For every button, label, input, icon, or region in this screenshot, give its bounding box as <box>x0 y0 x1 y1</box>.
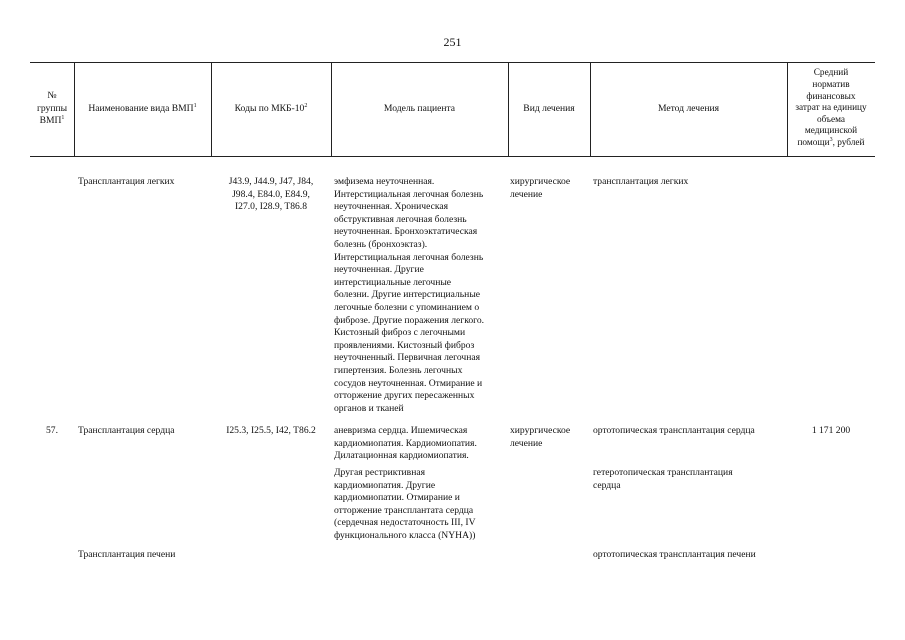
row-heart-treatment-method: ортотопическая трансплантация сердца <box>593 425 755 436</box>
row-lung-treatment-method: трансплантация легких <box>593 176 689 187</box>
row-heart-codes: I25.3, I25.5, I42, T86.2 <box>226 425 316 436</box>
header-treatment-method <box>590 62 787 156</box>
footnote-mark: 1 <box>61 115 65 122</box>
row-heart-patient-model: аневризма сердца. Ишемическая кардиомиопатия. Кардиомиопатия. Дилатационная кардиомиопатия. <box>334 425 477 462</box>
header-treatment-method-text: Метод лечения <box>657 102 720 114</box>
footnote-mark: 1 <box>193 102 197 109</box>
row-heart-patient-model-continued: Другая рестриктивная кардиомиопатия. Другие кардиомиопатии. Отмирание и отторжение трансплантата сердца (сердечная недостаточность III, IV функционального класса (NYHA)) <box>334 467 476 541</box>
header-icd-codes <box>211 62 331 156</box>
row-liver-treatment-method: ортотопическая трансплантация печени <box>593 549 756 560</box>
row-lung-treatment-type: хирургическое лечение <box>510 176 571 200</box>
header-average-cost <box>787 62 875 156</box>
header-bottom-rule <box>30 156 875 157</box>
header-patient-model <box>331 62 508 156</box>
row-lung-name: Трансплантация легких <box>78 176 175 187</box>
row-lung-codes: J43.9, J44.9, J47, J84, J98.4, E84.0, E84.9, I27.0, I28.9, T86.8 <box>228 176 314 213</box>
header-vmp-name-text: Наименование вида ВМП <box>88 102 194 114</box>
footnote-mark: 2 <box>304 102 308 109</box>
footnote-mark: 3 <box>829 136 833 143</box>
row-heart-average-cost: 1 171 200 <box>811 425 851 436</box>
row-liver-name: Трансплантация печени <box>78 549 176 560</box>
header-average-cost-text: Средний норматив финансовых затрат на единицу объема медицинской помощи <box>795 68 867 148</box>
header-vmp-name <box>74 62 211 156</box>
header-group-number <box>30 62 74 156</box>
row-heart-name: Трансплантация сердца <box>78 425 175 436</box>
header-average-cost-unit: , рублей <box>832 137 865 148</box>
header-treatment-type-text: Вид лечения <box>523 102 575 114</box>
row-lung-patient-model: эмфизема неуточненная. Интерстициальная легочная болезнь неуточненная. Хроническая обструктивная легочная болезнь неуточненная. Бронхоэктатическая болезнь (бронхоэктаз). Интерстициальная легочная болезнь неуточненная. Другие интерстициальные легочные болезни. Другие интерстициальные легочные болезни с упоминанием о фиброзе. Другие поражения легкого. Кистозный фиброз с легочными проявлениями. Кистозный фиброз неуточненный. Первичная легочная гипертензия. Болезнь легочных сосудов неуточненная. Отмирание и отторжение других пересаженных органов и тканей <box>334 176 485 414</box>
row-heart-treatment-method-heterotopic: гетеротопическая трансплантация сердца <box>593 467 733 491</box>
header-patient-model-text: Модель пациента <box>383 102 456 114</box>
row-heart-group-number: 57. <box>46 425 58 436</box>
page-number: 251 <box>443 35 462 49</box>
header-icd-codes-text: Коды по МКБ-10 <box>234 102 305 114</box>
header-group-number-text: № группы ВМП <box>36 90 68 127</box>
header-treatment-type <box>508 62 590 156</box>
row-heart-treatment-type: хирургическое лечение <box>510 425 571 449</box>
